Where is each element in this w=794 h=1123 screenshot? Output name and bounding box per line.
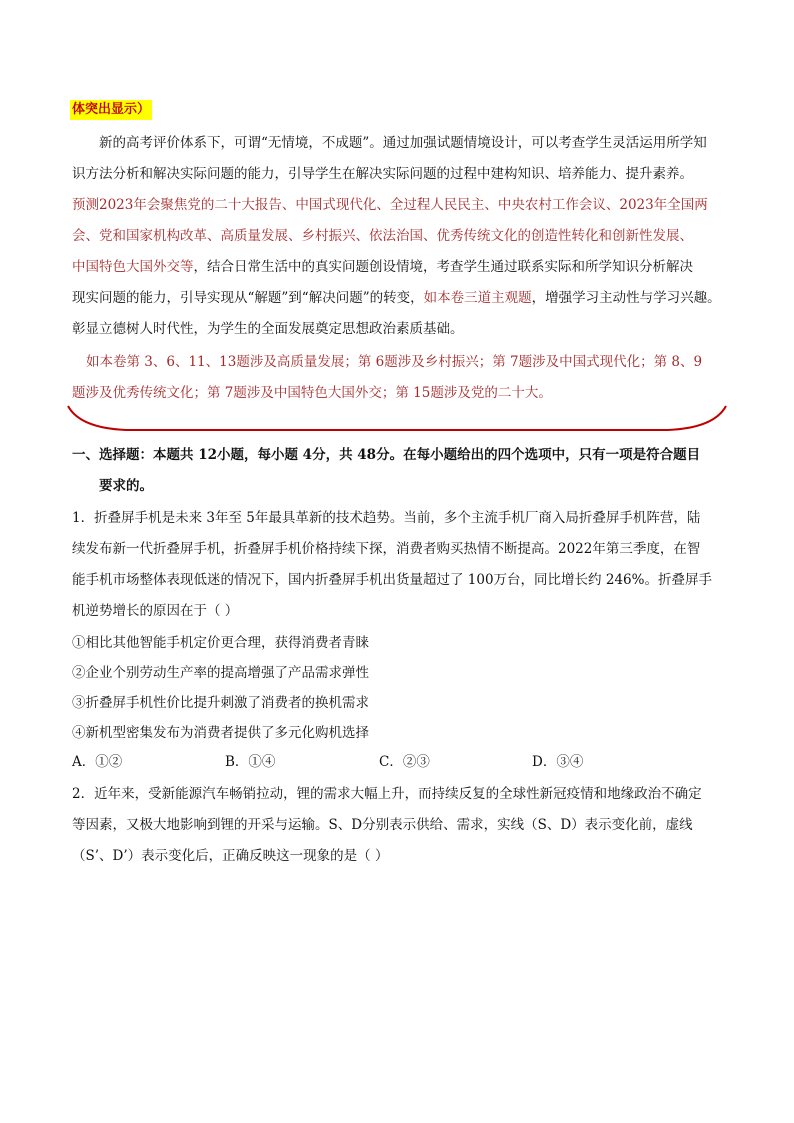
intro-line-6 bbox=[72, 283, 724, 314]
q2-line-1: 2．近年来，受新能源汽车畅销拉动，锂的需求大幅上升，而持续反复的全球性新冠疫情和地缘政治不确定 bbox=[72, 786, 702, 802]
decorative-arc bbox=[66, 400, 728, 434]
section-heading-line-2: 要求的。 bbox=[99, 478, 153, 494]
q1-line-3: 能手机市场整体表现低迷的情况下，国内折叠屏手机出货量超过了 100万台，同比增长约 246%。折叠屏手 bbox=[72, 572, 712, 588]
q1-option-d: D．③④ bbox=[532, 754, 584, 770]
intro-line-4: 会、党和国家机构改革、高质量发展、乡村振兴、依法治国、优秀传统文化的创造性转化和创新性发展、 bbox=[72, 228, 693, 244]
highlight-tag: 体突出显示） bbox=[70, 100, 152, 120]
intro-line-5-black: ，结合日常生活中的真实问题创设情境，考查学生通过联系实际和所学知识分析解决 bbox=[193, 259, 693, 275]
q2-line-2: 等因素，又极大地影响到锂的开采与运输。S、D分别表示供给、需求，实线（S、D）表示变化前，虚线 bbox=[72, 817, 693, 833]
intro-line-6-black2: ，增强学习主动性与学习兴趣。 bbox=[531, 290, 721, 306]
intro-line-2: 识方法分析和解决实际问题的能力，引导学生在解决实际问题的过程中建构知识、培养能力、提升素养。 bbox=[72, 166, 693, 182]
q1-option-a: A．①② bbox=[72, 754, 123, 770]
q1-line-1: 1．折叠屏手机是未来 3年至 5年最具革新的技术趋势。当前，多个主流手机厂商入局折叠屏手机阵营，陆 bbox=[72, 510, 701, 526]
q1-option-c: C．②③ bbox=[379, 754, 430, 770]
intro-line-7: 彰显立德树人时代性，为学生的全面发展奠定思想政治素质基础。 bbox=[72, 321, 464, 337]
q1-line-4: 机逆势增长的原因在于（ ） bbox=[72, 603, 239, 619]
q1-option-b: B．①④ bbox=[225, 754, 276, 770]
intro-line-6-black: 现实问题的能力，引导实现从“解题”到“解决问题”的转变， bbox=[72, 290, 424, 306]
q1-options bbox=[72, 750, 724, 778]
q1-item-3: ③折叠屏手机性价比提升刺激了消费者的换机需求 bbox=[72, 695, 369, 711]
intro-line-6-red: 如本卷三道主观题 bbox=[423, 290, 532, 306]
intro-line-8: 如本卷第 3、6、11、13题涉及高质量发展；第 6题涉及乡村振兴；第 7题涉及中国式现代化；第 8、9 bbox=[86, 354, 703, 370]
q2-line-3: （S’、D’）表示变化后，正确反映这一现象的是（ ） bbox=[72, 848, 389, 864]
intro-line-5-red: 中国特色大国外交等 bbox=[72, 259, 194, 275]
intro-line-5 bbox=[72, 252, 724, 283]
q1-item-4: ④新机型密集发布为消费者提供了多元化购机选择 bbox=[72, 725, 369, 741]
intro-line-1: 新的高考评价体系下，可谓“无情境，不成题”。通过加强试题情境设计，可以考查学生灵活运用所学知 bbox=[99, 135, 707, 151]
q1-item-2: ②企业个别劳动生产率的提高增强了产品需求弹性 bbox=[72, 665, 369, 681]
section-heading-line-1: 一、选择题：本题共 12小题，每小题 4分，共 48分。在每小题给出的四个选项中，只有一项是符合题目 bbox=[72, 447, 701, 463]
intro-line-9: 题涉及优秀传统文化；第 7题涉及中国特色大国外交；第 15题涉及党的二十大。 bbox=[72, 385, 552, 401]
q1-line-2: 续发布新一代折叠屏手机，折叠屏手机价格持续下探，消费者购买热情不断提高。2022年第三季度，在智 bbox=[72, 541, 701, 557]
intro-line-3: 预测2023年会聚焦党的二十大报告、中国式现代化、全过程人民民主、中央农村工作会议、2023年全国两 bbox=[72, 197, 708, 213]
q1-item-1: ①相比其他智能手机定价更合理，获得消费者青睐 bbox=[72, 635, 369, 651]
